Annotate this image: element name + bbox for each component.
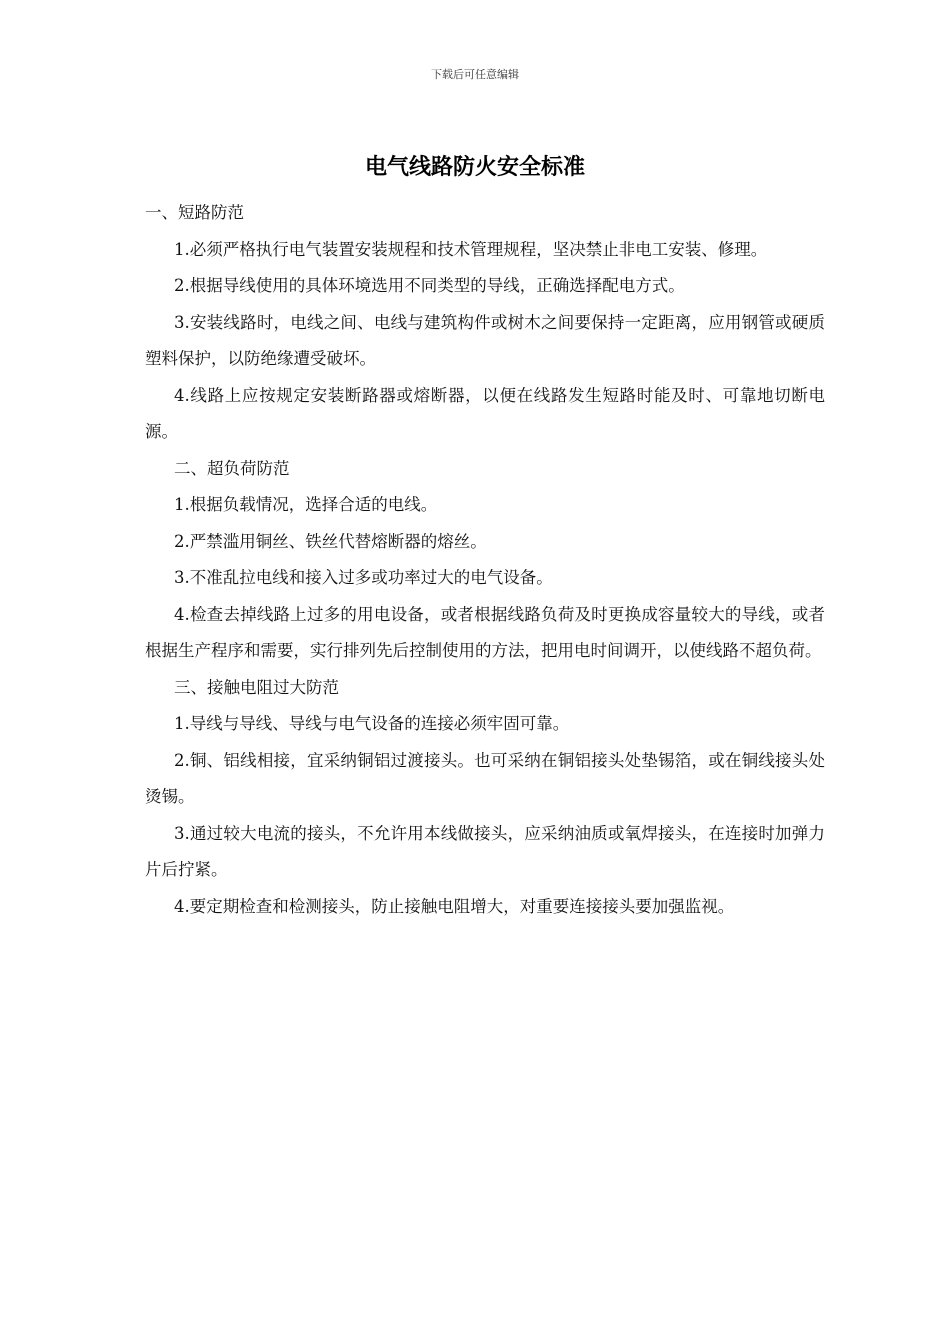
paragraph-item: 3.通过较大电流的接头，不允许用本线做接头，应采纳油质或氧焊接头，在连接时加弹力片后拧紧。 bbox=[145, 823, 825, 879]
paragraph-item: 2.铜、铝线相接，宜采纳铜铝过渡接头。也可采纳在铜铝接头处垫锡箔，或在铜线接头处烫锡。 bbox=[145, 750, 825, 806]
section-heading-short-circuit: 一、短路防范 bbox=[145, 203, 244, 222]
paragraph-item: 1.根据负载情况，选择合适的电线。 bbox=[174, 495, 438, 514]
paragraph-item: 1.导线与导线、导线与电气设备的连接必须牢固可靠。 bbox=[174, 714, 570, 733]
paragraph-item: 4.线路上应按规定安装断路器或熔断器，以便在线路发生短路时能及时、可靠地切断电源。 bbox=[145, 385, 825, 441]
paragraph-item: 2.严禁滥用铜丝、铁丝代替熔断器的熔丝。 bbox=[174, 531, 487, 551]
section-heading-contact-resistance: 三、接触电阻过大防范 bbox=[174, 677, 339, 697]
page-header: 下载后可任意编辑 bbox=[431, 68, 519, 81]
document-body bbox=[145, 195, 825, 925]
paragraph-item: 3.安装线路时，电线之间、电线与建筑构件或树木之间要保持一定距离，应用钢管或硬质塑料保护，以防绝缘遭受破坏。 bbox=[145, 312, 825, 368]
section-heading-overload: 二、超负荷防范 bbox=[174, 458, 290, 478]
paragraph-item: 4.检查去掉线路上过多的用电设备，或者根据线路负荷及时更换成容量较大的导线，或者根据生产程序和需要，实行排列先后控制使用的方法，把用电时间调开，以使线路不超负荷。 bbox=[145, 604, 825, 660]
paragraph-item: 1.必须严格执行电气装置安装规程和技术管理规程，坚决禁止非电工安装、修理。 bbox=[174, 239, 768, 259]
paragraph-item: 2.根据导线使用的具体环境选用不同类型的导线，正确选择配电方式。 bbox=[174, 276, 685, 295]
document-title: 电气线路防火安全标准 bbox=[364, 155, 585, 180]
paragraph-item: 4.要定期检查和检测接头，防止接触电阻增大，对重要连接接头要加强监视。 bbox=[174, 896, 735, 916]
paragraph-item: 3.不准乱拉电线和接入过多或功率过大的电气设备。 bbox=[174, 568, 553, 587]
